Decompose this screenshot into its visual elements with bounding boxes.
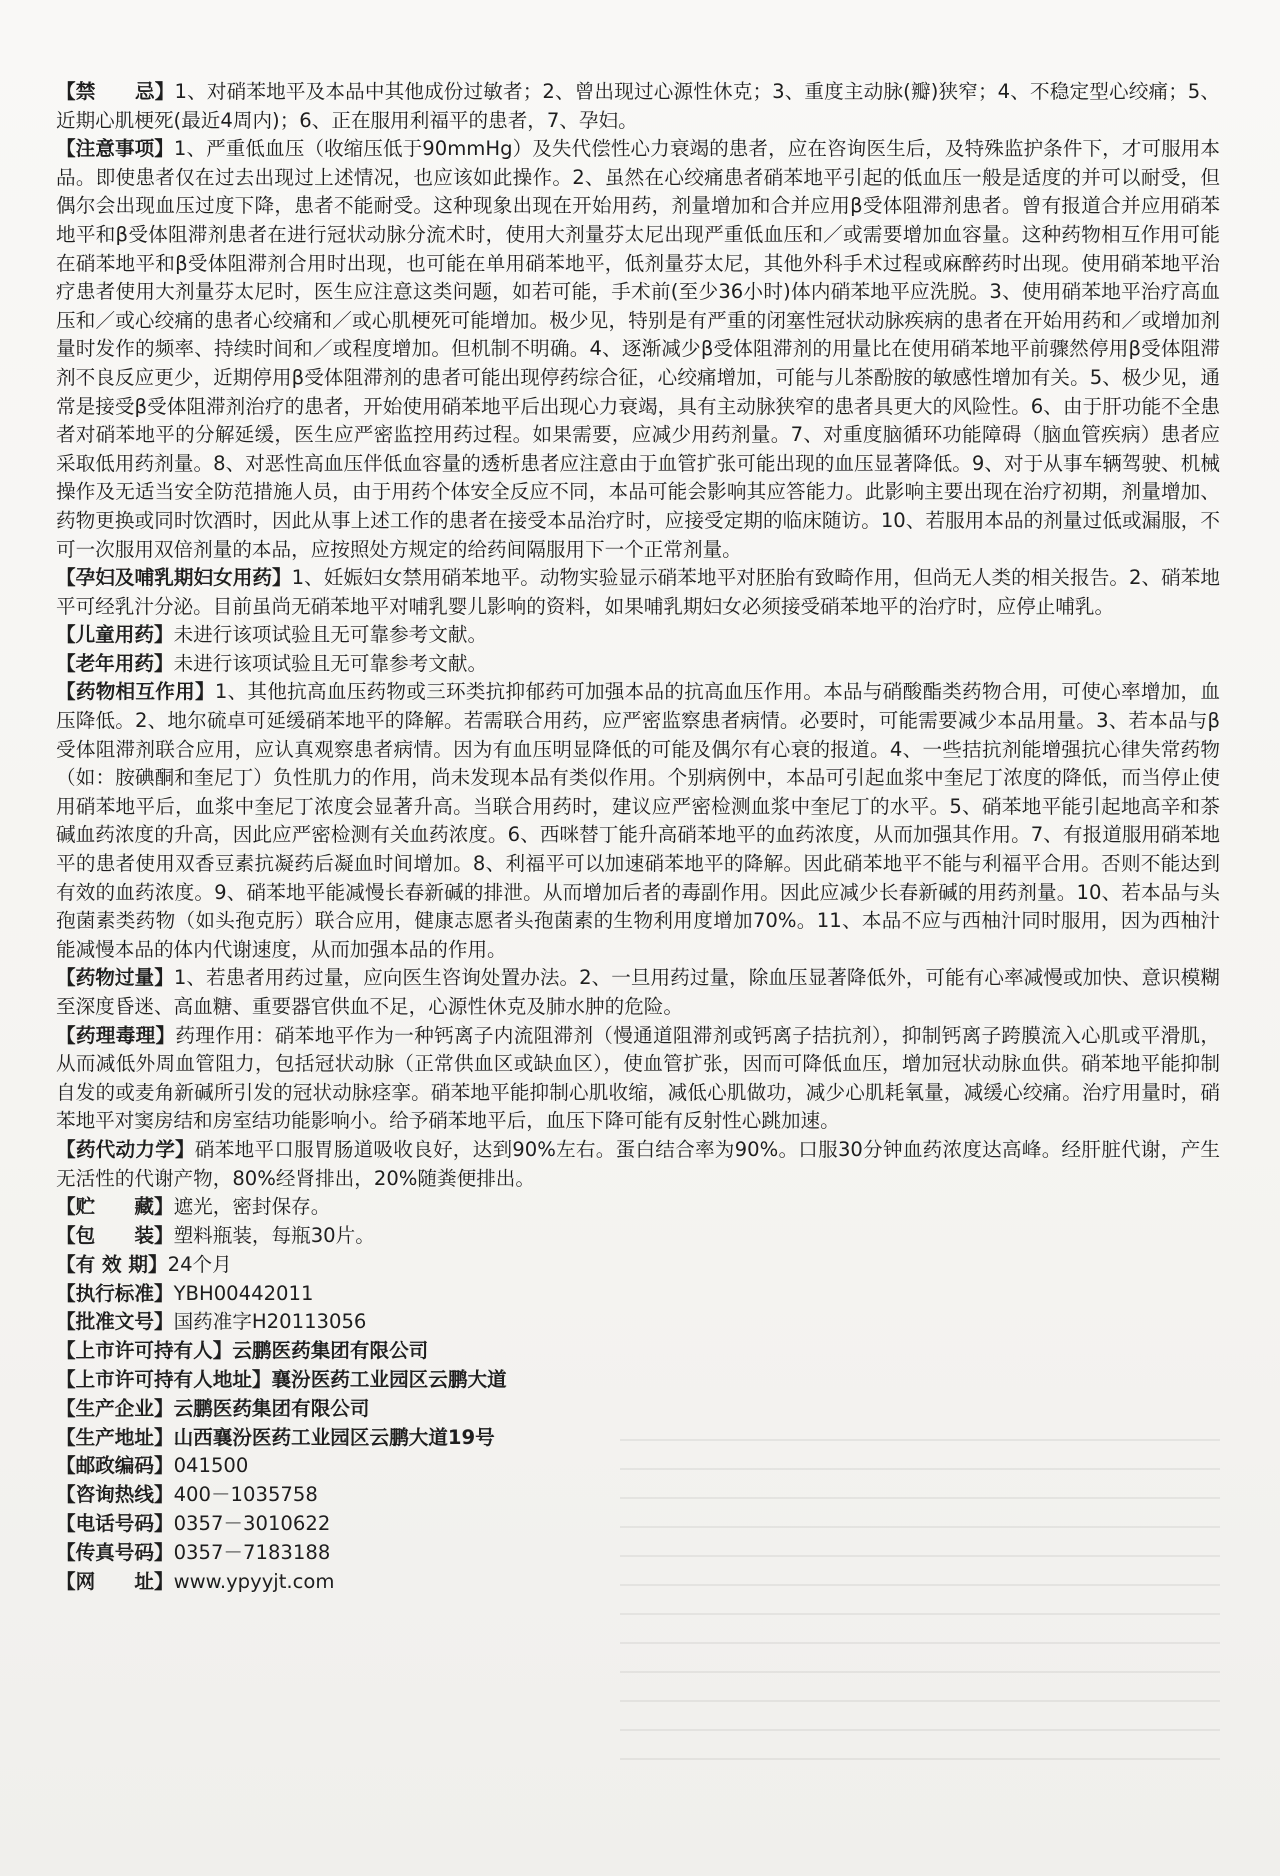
info-value: 0357－3010622	[173, 1511, 331, 1535]
section-pharmacokinetics	[56, 1136, 1220, 1193]
info-value: 云鹏医药集团有限公司	[232, 1339, 429, 1363]
info-storage	[56, 1193, 1220, 1222]
info-label: 【贮 藏】	[56, 1195, 174, 1219]
info-value: 云鹏医药集团有限公司	[173, 1396, 370, 1420]
section-pharmacology-toxicology	[56, 1022, 1220, 1136]
info-value: 400－1035758	[173, 1483, 318, 1507]
info-value: 24个月	[167, 1252, 232, 1276]
info-label: 【网 址】	[56, 1569, 174, 1593]
section-precautions	[56, 135, 1220, 564]
info-value: www.ypyyjt.com	[173, 1569, 335, 1593]
info-label: 【传真号码】	[56, 1540, 174, 1564]
section-text: 1、其他抗高血压药物或三环类抗抑郁药可加强本品的抗高血压作用。本品与硝酸酯类药物合用，可使心率增加，血压降低。2、地尔硫卓可延缓硝苯地平的降解。若需联合用药，应严密监察患者病情。必要时，可能需要减少本品用量。3、若本品与β受体阻滞剂联合应用，应认真观察患者病情。因为有血压明显降低的可能及偶尔有心衰的报道。4、一些拮抗剂能增强抗心律失常药物（如：胺碘酮和奎尼丁）负性肌力的作用，尚未发现本品有类似作用。个别病例中，本品可引起血浆中奎尼丁浓度的降低，而当停止使用硝苯地平后，血浆中奎尼丁浓度会显著升高。当联合用药时，建议应严密检测血浆中奎尼丁的水平。5、硝苯地平能引起地高辛和茶碱血药浓度的升高，因此应严密检测有关血药浓度。6、西咪替丁能升高硝苯地平的血药浓度，从而加强其作用。7、有报道服用硝苯地平的患者使用双香豆素抗凝药后凝血时间增加。8、利福平可以加速硝苯地平的降解。因此硝苯地平不能与利福平合用。否则不能达到有效的血药浓度。9、硝苯地平能减慢长春新碱的排泄。从而增加后者的毒副作用。因此应减少长春新碱的用药剂量。10、若本品与头孢菌素类药物（如头孢克肟）联合应用，健康志愿者头孢菌素的生物利用度增加70%。11、本品不应与西柚汁同时服用，因为西柚汁能减慢本品的体内代谢速度，从而加强本品的作用。	[56, 680, 1221, 961]
bleed-through-texture	[620, 1420, 1220, 1760]
info-label: 【上市许可持有人地址】	[56, 1367, 272, 1391]
section-text: 1、妊娠妇女禁用硝苯地平。动物实验显示硝苯地平对胚胎有致畸作用，但尚无人类的相关报告。2、硝苯地平可经乳汁分泌。目前虽尚无硝苯地平对哺乳婴儿影响的资料，如果哺乳期妇女必须接受硝苯地平的治疗时，应停止哺乳。	[56, 566, 1221, 618]
section-text: 1、严重低血压（收缩压低于90mmHg）及失代偿性心力衰竭的患者，应在咨询医生后，及特殊监护条件下，才可服用本品。即使患者仅在过去出现过上述情况，也应该如此操作。2、虽然在心绞痛患者硝苯地平引起的低血压一般是适度的并可以耐受，但偶尔会出现血压过度下降，患者不能耐受。这种现象出现在开始用药，剂量增加和合并应用β受体阻滞剂患者。曾有报道合并应用硝苯地平和β受体阻滞剂患者在进行冠状动脉分流术时，使用大剂量芬太尼出现严重低血压和／或需要增加血容量。这种药物相互作用可能在硝苯地平和β受体阻滞剂合用时出现，也可能在单用硝苯地平，低剂量芬太尼，其他外科手术过程或麻醉药时出现。使用硝苯地平治疗患者使用大剂量芬太尼时，医生应注意这类问题，如若可能，手术前(至少36小时)体内硝苯地平应洗脱。3、使用硝苯地平治疗高血压和／或心绞痛的患者心绞痛和／或心肌梗死可能增加。极少见，特别是有严重的闭塞性冠状动脉疾病的患者在开始用药和／或增加剂量时发作的频率、持续时间和／或程度增加。但机制不明确。4、逐渐减少β受体阻滞剂的用量比在使用硝苯地平前骤然停用β受体阻滞剂不良反应更少，近期停用β受体阻滞剂的患者可能出现停药综合征，心绞痛增加，可能与儿茶酚胺的敏感性增加有关。5、极少见，通常是接受β受体阻滞剂治疗的患者，开始使用硝苯地平后出现心力衰竭，具有主动脉狭窄的患者具更大的风险性。6、由于肝功能不全患者对硝苯地平的分解延缓，医生应严密监控用药过程。如果需要，应减少用药剂量。7、对重度脑循环功能障碍（脑血管疾病）患者应采取低用药剂量。8、对恶性高血压伴低血容量的透析患者应注意由于血管扩张可能出现的血压显著降低。9、对于从事车辆驾驶、机械操作及无适当安全防范措施人员，由于用药个体安全反应不同，本品可能会影响其应答能力。此影响主要出现在治疗初期，剂量增加、药物更换或同时饮酒时，因此从事上述工作的患者在接受本品治疗时，应接受定期的临床随访。10、若服用本品的剂量过低或漏服，不可一次服用双倍剂量的本品，应按照处方规定的给药间隔服用下一个正常剂量。	[56, 137, 1221, 561]
info-packaging	[56, 1222, 1220, 1251]
info-label: 【咨询热线】	[56, 1483, 174, 1507]
section-geriatric-use	[56, 650, 1220, 679]
section-label: 【药物过量】	[56, 966, 174, 990]
info-label: 【有 效 期】	[56, 1252, 168, 1276]
section-label: 【儿童用药】	[56, 623, 174, 647]
info-label: 【执行标准】	[56, 1281, 174, 1305]
info-label: 【批准文号】	[56, 1310, 174, 1334]
info-label: 【邮政编码】	[56, 1454, 174, 1478]
info-value: 襄汾医药工业园区云鹏大道	[271, 1367, 507, 1391]
info-label: 【生产地址】	[56, 1425, 174, 1449]
section-text: 未进行该项试验且无可靠参考文献。	[173, 623, 488, 647]
section-label: 【药理毒理】	[56, 1023, 176, 1047]
section-label: 【药物相互作用】	[56, 680, 215, 704]
info-value: 塑料瓶装，每瓶30片。	[173, 1223, 375, 1247]
info-value: 遮光，密封保存。	[173, 1195, 331, 1219]
info-label: 【电话号码】	[56, 1511, 174, 1535]
section-label: 【药代动力学】	[56, 1137, 195, 1161]
section-label: 【禁 忌】	[56, 80, 175, 103]
section-label: 【老年用药】	[56, 651, 174, 675]
section-pregnancy-lactation	[56, 564, 1220, 621]
section-text: 未进行该项试验且无可靠参考文献。	[173, 651, 488, 675]
section-text: 硝苯地平口服胃肠道吸收良好，达到90%左右。蛋白结合率为90%。口服30分钟血药浓度达高峰。经肝脏代谢，产生无活性的代谢产物，80%经肾排出，20%随粪便排出。	[56, 1137, 1221, 1190]
section-text: 1、对硝苯地平及本品中其他成份过敏者；2、曾出现过心源性休克；3、重度主动脉(瓣)狭窄；4、不稳定型心绞痛；5、近期心肌梗死(最近4周内)；6、正在服用利福平的患者，7、孕妇。	[56, 80, 1220, 132]
section-pediatric-use	[56, 621, 1220, 650]
info-value: 0357－7183188	[173, 1540, 331, 1564]
info-label: 【上市许可持有人】	[56, 1339, 233, 1363]
section-drug-interactions	[56, 678, 1220, 964]
info-standard	[56, 1280, 1220, 1309]
section-label: 【孕妇及哺乳期妇女用药】	[56, 566, 292, 590]
section-label: 【注意事项】	[56, 137, 174, 161]
info-value: YBH00442011	[173, 1281, 314, 1305]
info-approval-number	[56, 1308, 1220, 1337]
main-sections	[56, 78, 1220, 1193]
section-text: 1、若患者用药过量，应向医生咨询处置办法。2、一旦用药过量，除血压显著降低外，可能有心率减慢或加快、意识模糊至深度昏迷、高血糖、重要器官供血不足，心源性休克及肺水肿的危险。	[56, 966, 1221, 1018]
info-label: 【包 装】	[56, 1223, 174, 1247]
info-value: 国药准字H20113056	[173, 1310, 367, 1334]
section-text: 药理作用：硝苯地平作为一种钙离子内流阻滞剂（慢通道阻滞剂或钙离子拮抗剂），抑制钙离子跨膜流入心肌或平滑肌，从而减低外周血管阻力，包括冠状动脉（正常供血区或缺血区），使血管扩张，因而可降低血压，增加冠状动脉血供。硝苯地平能抑制自发的或麦角新碱所引发的冠状动脉痉挛。硝苯地平能抑制心肌收缩，减低心肌做功，减少心肌耗氧量，减缓心绞痛。治疗用量时，硝苯地平对窦房结和房室结功能影响小。给予硝苯地平后，血压下降可能有反射性心跳加速。	[56, 1023, 1221, 1133]
info-shelf-life	[56, 1251, 1220, 1280]
info-license-holder	[56, 1337, 1220, 1366]
info-value: 041500	[173, 1454, 249, 1478]
info-license-holder-address	[56, 1366, 1220, 1395]
section-contraindications	[56, 78, 1220, 135]
info-value: 山西襄汾医药工业园区云鹏大道19号	[173, 1425, 495, 1449]
info-label: 【生产企业】	[56, 1396, 174, 1420]
section-overdose	[56, 964, 1220, 1021]
